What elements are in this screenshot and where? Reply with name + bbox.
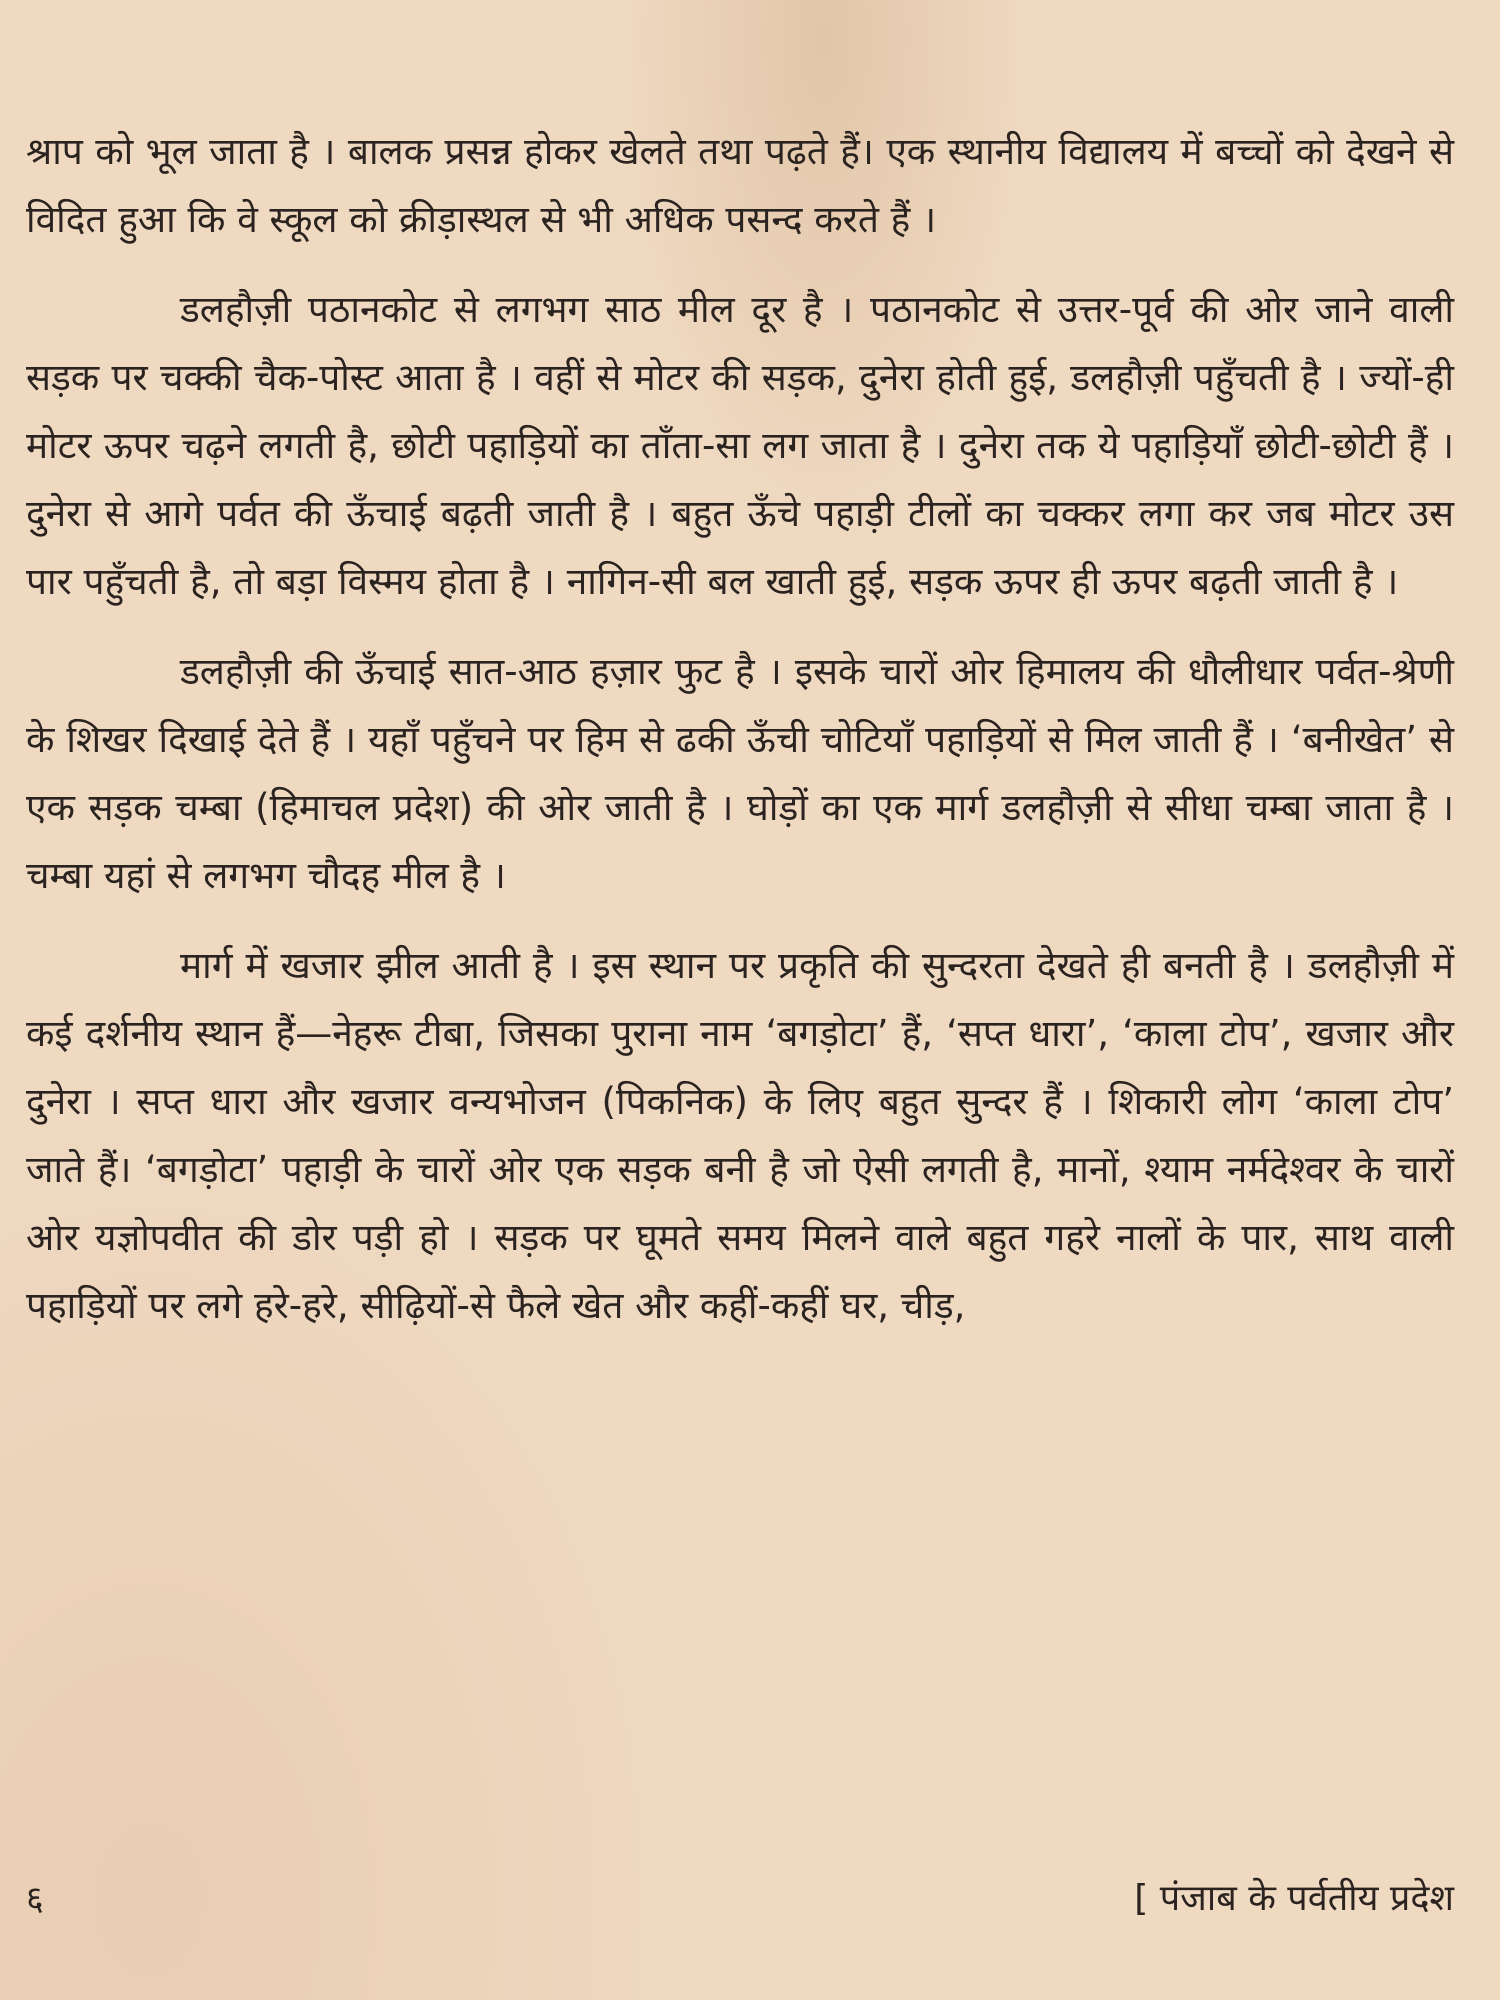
page-number: ६ bbox=[26, 1879, 44, 1919]
paragraph-4: मार्ग में खजार झील आती है । इस स्थान पर प्रकृति की सुन्दरता देखते ही बनती है । डलहौज़ी में कई दर्शनीय स्थान हैं—नेहरू टीबा, जिसका पुराना नाम ‘बगड़ोटा’ हैं, ‘सप्त धारा’, ‘काला टोप’, खजार और दुनेरा । सप्त धारा और खजार वन्यभोजन (पिकनिक) के लिए बहुत सुन्दर हैं । शिकारी लोग ‘काला टोप’ जाते हैं। ‘बगड़ोटा’ पहाड़ी के चारों ओर एक सड़क बनी है जो ऐसी लगती है, मानों, श्याम नर्मदेश्वर के चारों ओर यज्ञोपवीत की डोर पड़ी हो । सड़क पर घूमते समय मिलने वाले बहुत गहरे नालों के पार, साथ वाली पहाड़ियों पर लगे हरे-हरे, सीढ़ियों-से फैले खेत और कहीं-कहीं घर, चीड़, bbox=[26, 944, 1454, 1327]
running-title: [ पंजाब के पर्वतीय प्रदेश bbox=[1134, 1878, 1454, 1919]
page-footer bbox=[26, 1872, 1454, 1921]
paragraph-3: डलहौज़ी की ऊँचाई सात-आठ हज़ार फुट है । इसके चारों ओर हिमालय की धौलीधार पर्वत-श्रेणी के शिखर दिखाई देते हैं । यहाँ पहुँचने पर हिम से ढकी ऊँची चोटियाँ पहाड़ियों से मिल जाती हैं । ‘बनीखेत’ से एक सड़क चम्बा (हिमाचल प्रदेश) की ओर जाती है । घोड़ों का एक मार्ग डलहौज़ी से सीधा चम्बा जाता है । चम्बा यहां से लगभग चौदह मील है । bbox=[26, 650, 1454, 897]
paragraph-1: श्राप को भूल जाता है । बालक प्रसन्न होकर खेलते तथा पढ़ते हैं। एक स्थानीय विद्यालय में बच्चों को देखने से विदित हुआ कि वे स्कूल को क्रीड़ास्थल से भी अधिक पसन्द करते हैं । bbox=[26, 130, 1454, 241]
paragraph-2: डलहौज़ी पठानकोट से लगभग साठ मील दूर है । पठानकोट से उत्तर-पूर्व की ओर जाने वाली सड़क पर चक्की चैक-पोस्ट आता है । वहीं से मोटर की सड़क, दुनेरा होती हुई, डलहौज़ी पहुँचती है । ज्यों-ही मोटर ऊपर चढ़ने लगती है, छोटी पहाड़ियों का ताँता-सा लग जाता है । दुनेरा तक ये पहाड़ियाँ छोटी-छोटी हैं । दुनेरा से आगे पर्वत की ऊँचाई बढ़ती जाती है । बहुत ऊँचे पहाड़ी टीलों का चक्कर लगा कर जब मोटर उस पार पहुँचती है, तो बड़ा विस्मय होता है । नागिन-सी बल खाती हुई, सड़क ऊपर ही ऊपर बढ़ती जाती है । bbox=[26, 288, 1454, 603]
page-body bbox=[26, 118, 1454, 1362]
